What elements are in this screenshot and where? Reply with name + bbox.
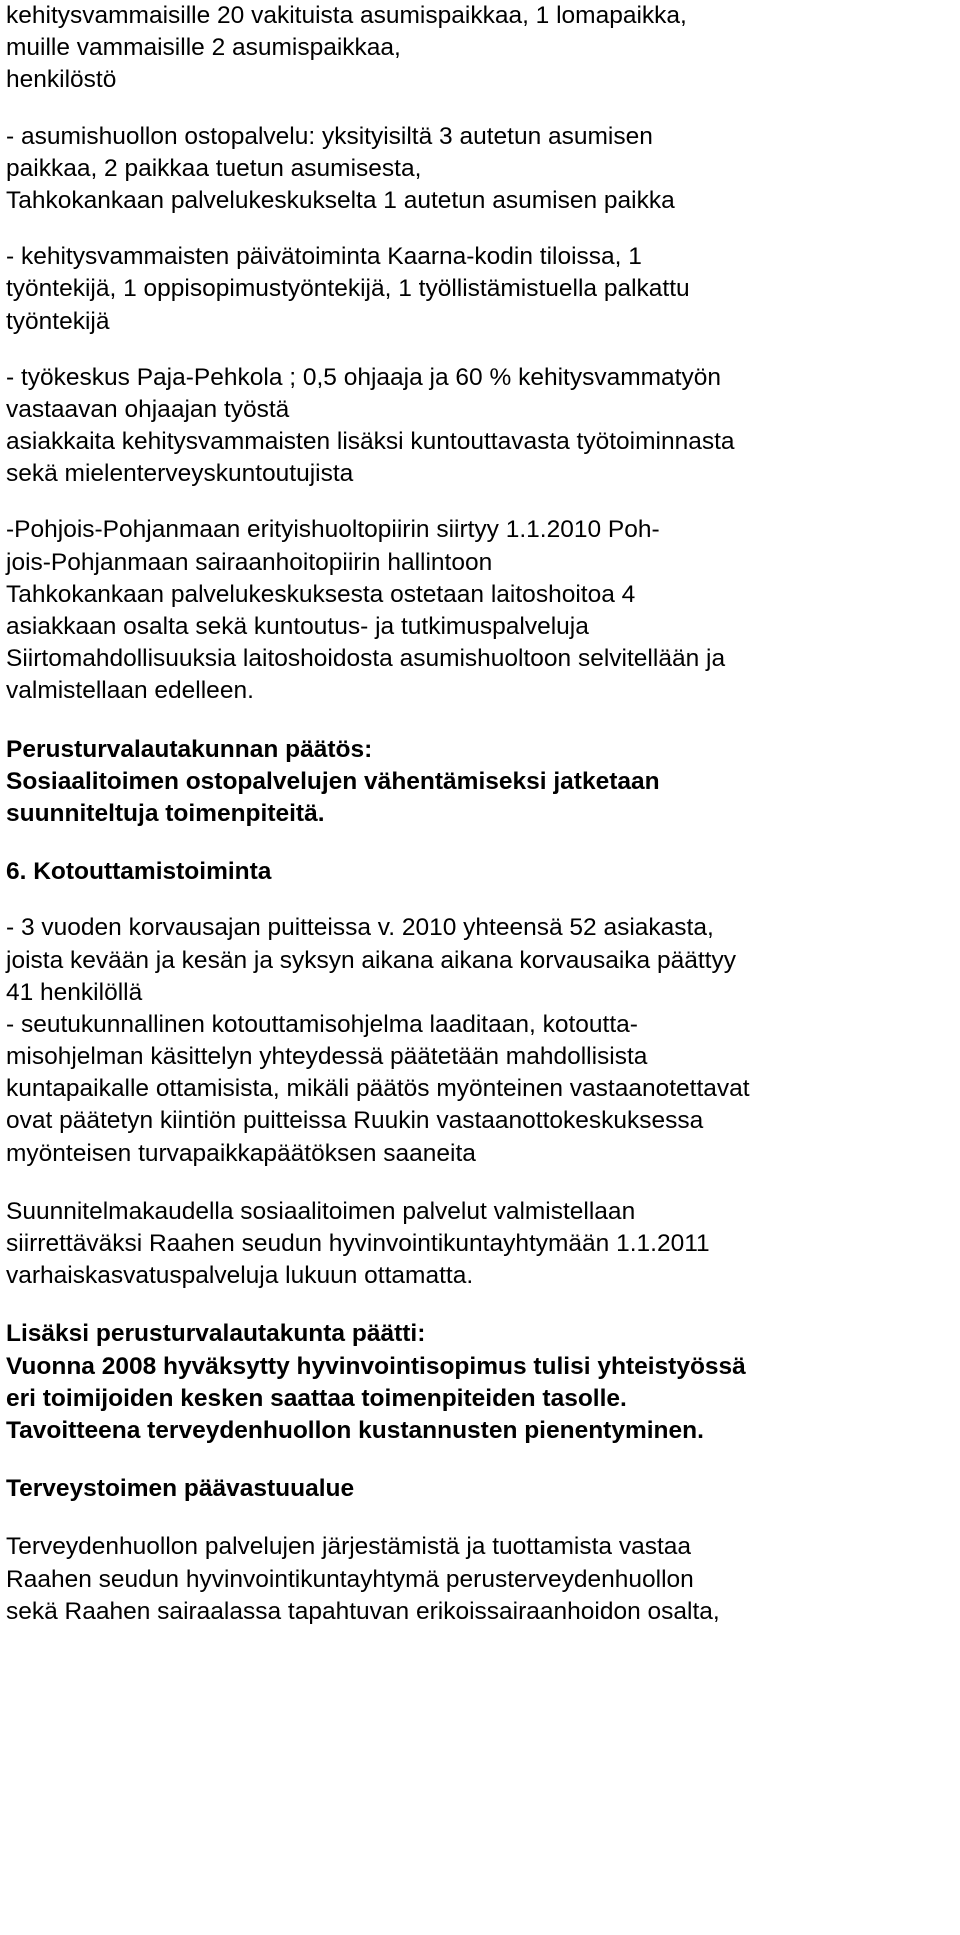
paragraph xyxy=(6,514,940,707)
bold-paragraph xyxy=(6,856,940,888)
text-line: -Pohjois-Pohjanmaan erityishuoltopiirin siirtyy 1.1.2010 Poh- xyxy=(6,516,660,544)
text-line: - työkeskus Paja-Pehkola ; 0,5 ohjaaja ja 60 % kehitysvammatyön xyxy=(6,363,721,391)
paragraph-gap xyxy=(6,217,940,241)
bold-paragraph xyxy=(6,1473,940,1505)
bold-paragraph xyxy=(6,1318,940,1447)
text-line: kuntapaikalle ottamisista, mikäli päätös myönteinen vastaanotettavat xyxy=(6,1075,750,1103)
text-line: myönteisen turvapaikkapäätöksen saaneita xyxy=(6,1139,476,1167)
text-line: ovat päätetyn kiintiön puitteissa Ruukin vastaanottokeskuksessa xyxy=(6,1107,704,1135)
text-line: jois-Pohjanmaan sairaanhoitopiirin hallintoon xyxy=(6,548,493,576)
text-line: - kehitysvammaisten päivätoiminta Kaarna-kodin tiloissa, 1 xyxy=(6,243,642,271)
text-line: paikkaa, 2 paikkaa tuetun asumisesta, xyxy=(6,154,422,182)
paragraph-gap xyxy=(6,490,940,514)
text-line: - asumishuollon ostopalvelu: yksityisiltä 3 autetun asumisen xyxy=(6,122,653,150)
text-line: Vuonna 2008 hyväksytty hyvinvointisopimus tulisi yhteistyössä xyxy=(6,1352,746,1380)
text-line: Suunnitelmakaudella sosiaalitoimen palvelut valmistellaan xyxy=(6,1197,636,1225)
text-line: siirrettäväksi Raahen seudun hyvinvointikuntayhtymään 1.1.2011 xyxy=(6,1230,710,1257)
text-line: joista kevään ja kesän ja syksyn aikana aikana korvausaika päättyy xyxy=(6,946,736,974)
text-line: Siirtomahdollisuuksia laitoshoidosta asumishuoltoon selvitellään ja xyxy=(6,645,726,673)
text-line: Terveydenhuollon palvelujen järjestämistä ja tuottamista vastaa xyxy=(6,1533,692,1561)
document-body xyxy=(6,0,940,1628)
text-line: vastaavan ohjaajan työstä xyxy=(6,395,290,423)
text-line: valmistellaan edelleen. xyxy=(6,677,254,705)
paragraph xyxy=(6,362,940,491)
paragraph-gap xyxy=(6,708,940,734)
text-line: Sosiaalitoimen ostopalvelujen vähentämiseksi jatketaan xyxy=(6,767,660,795)
text-line: henkilöstö xyxy=(6,66,117,94)
paragraph-gap xyxy=(6,1505,940,1531)
text-line: Perusturvalautakunnan päätös: xyxy=(6,735,373,763)
text-line: 6. Kotouttamistoiminta xyxy=(6,858,272,886)
paragraph-gap xyxy=(6,1447,940,1473)
paragraph xyxy=(6,1196,940,1293)
text-line: - seutukunnallinen kotouttamisohjelma laaditaan, kotoutta- xyxy=(6,1010,638,1038)
text-line: misohjelman käsittelyn yhteydessä päätetään mahdollisista xyxy=(6,1043,648,1071)
text-line: suunniteltuja toimenpiteitä. xyxy=(6,799,325,827)
text-line: asiakkaan osalta sekä kuntoutus- ja tutkimuspalveluja xyxy=(6,613,589,640)
text-line: sekä mielenterveyskuntoutujista xyxy=(6,460,354,488)
paragraph xyxy=(6,241,940,338)
paragraph xyxy=(6,912,940,1170)
paragraph-gap xyxy=(6,1170,940,1196)
text-line: Lisäksi perusturvalautakunta päätti: xyxy=(6,1320,426,1348)
text-line: - 3 vuoden korvausajan puitteissa v. 2010 yhteensä 52 asiakasta, xyxy=(6,914,714,942)
paragraph xyxy=(6,0,940,97)
text-line: kehitysvammaisille 20 vakituista asumispaikkaa, 1 lomapaikka, xyxy=(6,2,687,29)
text-line: työntekijä xyxy=(6,307,110,335)
text-line: 41 henkilöllä xyxy=(6,978,143,1006)
paragraph-gap xyxy=(6,830,940,856)
text-line: työntekijä, 1 oppisopimustyöntekijä, 1 työllistämistuella palkattu xyxy=(6,275,690,303)
text-line: Raahen seudun hyvinvointikuntayhtymä perusterveydenhuollon xyxy=(6,1565,694,1593)
text-line: varhaiskasvatuspalveluja lukuun ottamatta. xyxy=(6,1262,474,1290)
text-line: muille vammaisille 2 asumispaikkaa, xyxy=(6,34,401,62)
text-line: Terveystoimen päävastuualue xyxy=(6,1475,355,1503)
paragraph-gap xyxy=(6,338,940,362)
paragraph xyxy=(6,1531,940,1628)
text-line: sekä Raahen sairaalassa tapahtuvan erikoissairaanhoidon osalta, xyxy=(6,1597,720,1625)
bold-paragraph xyxy=(6,734,940,831)
text-line: eri toimijoiden kesken saattaa toimenpiteiden tasolle. xyxy=(6,1384,627,1412)
text-line: asiakkaita kehitysvammaisten lisäksi kuntouttavasta työtoiminnasta xyxy=(6,428,735,456)
paragraph xyxy=(6,121,940,218)
text-line: Tahkokankaan palvelukeskukselta 1 autetun asumisen paikka xyxy=(6,186,675,214)
paragraph-gap xyxy=(6,1292,940,1318)
text-line: Tahkokankaan palvelukeskuksesta ostetaan laitoshoitoa 4 xyxy=(6,580,636,608)
paragraph-gap xyxy=(6,888,940,912)
text-line: Tavoitteena terveydenhuollon kustannusten pienentyminen. xyxy=(6,1416,704,1444)
paragraph-gap xyxy=(6,97,940,121)
